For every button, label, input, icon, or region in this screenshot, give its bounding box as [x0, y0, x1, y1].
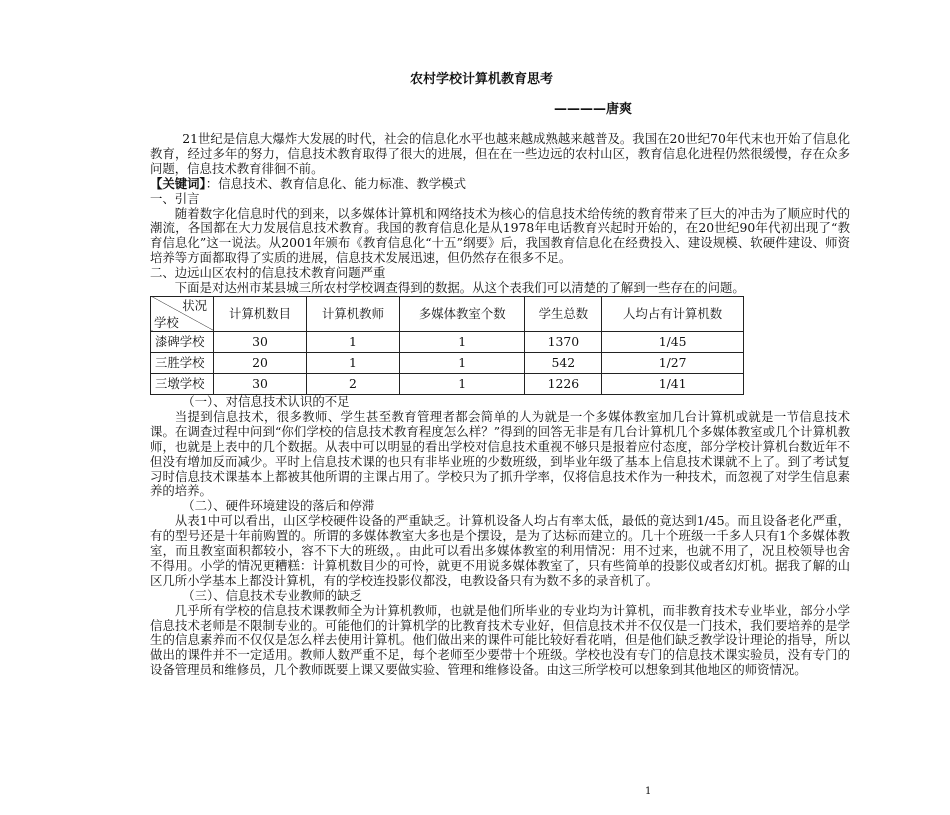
table-cell: 1/41: [602, 373, 744, 394]
table-cell: 1/45: [602, 331, 744, 352]
page-number: 1: [645, 786, 652, 797]
table-cell: 542: [525, 352, 602, 373]
keywords-label: 【关键词】: [150, 175, 206, 191]
subsection-3-heading: （三）、信息技术专业教师的缺乏: [182, 587, 362, 603]
subsection-1-heading: （一）、对信息技术认识的不足: [182, 393, 350, 409]
table-cell: 1370: [525, 331, 602, 352]
table-header-row: [151, 296, 744, 331]
survey-table: [150, 296, 744, 395]
table-row: [151, 331, 744, 352]
table-cell: 1: [400, 331, 525, 352]
corner-bottom-label: 学校: [154, 314, 179, 330]
keywords-line: [150, 177, 850, 192]
table-cell: 1: [400, 373, 525, 394]
section-1-paragraph: 随着数字化信息时代的到来，以多媒体计算机和网络技术为核心的信息技术给传统的教育带来了巨大的冲击为了顺应时代的潮流，各国都在大力发展信息技术教育。我国的教育信息化是从1978年电话教育兴起时开始的，在20世纪90年代初出现了“教育信息化”这一说法。从2001年颁布《教育信息化“十五”纲要》后，我国教育信息化在经费投入、建设规模、软硬件建设、师资培养等方面都取得了实质的进展，信息技术发展迅速，但仍然存在很多不足。: [150, 205, 850, 266]
table-cell: 1: [400, 352, 525, 373]
table-cell: 2: [307, 373, 400, 394]
subsection-1-paragraph: 当提到信息技术，很多教师、学生甚至教育管理者都会简单的人为就是一个多媒体教室加几台计算机或就是一节信息技术课。在调查过程中问到“你们学校的信息技术教育程度怎么样？”得到的回答无非是有几台计算机几个多媒体教室或几个计算机教师，也就是上表中的几个数据。从表中可以明显的看出学校对信息技术重视不够只是报着应付态度，部分学校计算机台数近年不但没有增加反而减少。平时上信息技术课的也只有非毕业班的少数班级，到毕业年级了基本上信息技术课就不上了。到了考试复习时信息技术课基本上都被其他所谓的主课占用了。学校只为了抓升学率，仅将信息技术作为一种技术，而忽视了对学生信息素养的培养。: [150, 408, 850, 499]
subsection-3-paragraph: 几乎所有学校的信息技术课教师全为计算机教师，也就是他们所毕业的专业均为计算机，而非教育技术专业毕业，部分小学信息技术老师是不限制专业的。可能他们的计算机学的比教育技术专业好，但信息技术并不仅仅是一门技术，我们要培养的是学生的信息素养而不仅仅是怎么样去使用计算机。他们做出来的课件可能比较好看花哨，但是他们缺乏教学设计理论的指导，所以做出的课件并不一定适用。教师人数严重不足，每个老师至少要带十个班级。学校也没有专门的信息技术课实验员，没有专门的设备管理员和维修员，几个教师既要上课又要做实验、管理和维修设备。由这三所学校可以想象到其他地区的师资情况。: [150, 602, 850, 678]
table-corner-cell: [151, 296, 214, 331]
document-title: 农村学校计算机教育思考: [410, 72, 554, 87]
table-cell: 1: [307, 331, 400, 352]
column-header: 多媒体教室个数: [400, 296, 525, 331]
keywords-text: ：信息技术、教育信息化、能力标准、教学模式: [205, 175, 466, 191]
column-header: 计算机教师: [307, 296, 400, 331]
corner-top-label: 状况: [182, 297, 207, 313]
intro-paragraph: 21世纪是信息大爆炸大发展的时代，社会的信息化水平也越来越成熟越来越普及。我国在20世纪70年代末也开始了信息化教育，经过多年的努力，信息技术教育取得了很大的进展，但在在一些边远的农村山区，教育信息化进程仍然很缓慢，存在众多问题，信息技术教育徘徊不前。: [150, 131, 850, 176]
school-cell: 漆碑学校: [151, 331, 214, 352]
table-row: [151, 352, 744, 373]
author-line: ————唐爽: [554, 102, 633, 117]
document-body: [150, 132, 850, 678]
table-cell: 1: [307, 352, 400, 373]
column-header: 计算机数目: [214, 296, 307, 331]
table-cell: 30: [214, 331, 307, 352]
table-cell: 1/27: [602, 352, 744, 373]
table-row: [151, 373, 744, 394]
table-cell: 20: [214, 352, 307, 373]
section-1-heading: 一、引言: [150, 190, 200, 206]
school-cell: 三胜学校: [151, 352, 214, 373]
school-cell: 三墩学校: [151, 373, 214, 394]
table-cell: 30: [214, 373, 307, 394]
table-cell: 1226: [525, 373, 602, 394]
column-header: 学生总数: [525, 296, 602, 331]
section-2-lead: 下面是对达州市某县城三所农村学校调查得到的数据。从这个表我们可以清楚的了解到一些存在的问题。: [174, 280, 745, 296]
subsection-2-paragraph: 从表1中可以看出，山区学校硬件设备的严重缺乏。计算机设备人均占有率太低，最低的竟达到1/45。而且设备老化严重，有的型号还是十年前购置的。所谓的多媒体教室大多也是个摆设，是为了达标而建立的。几十个班级一千多人只有1个多媒体教室，而且教室面积都较小，容不下大的班级，。由此可以看出多媒体教室的利用情况：用不过来，也就不用了，况且校领导也舍不得用。小学的情况更糟糕：计算机数目少的可怜，就更不用说多媒体教室了，只有些简单的投影仪或者幻灯机。据我了解的山区几所小学基本上都没计算机，有的学校连投影仪都没，电教设备只有为数不多的录音机了。: [150, 513, 850, 588]
section-2-heading: 二、边远山区农村的信息技术教育问题严重: [150, 265, 386, 281]
column-header: 人均占有计算机数: [602, 296, 744, 331]
subsection-2-heading: （二）、硬件环境建设的落后和停滞: [182, 498, 375, 514]
